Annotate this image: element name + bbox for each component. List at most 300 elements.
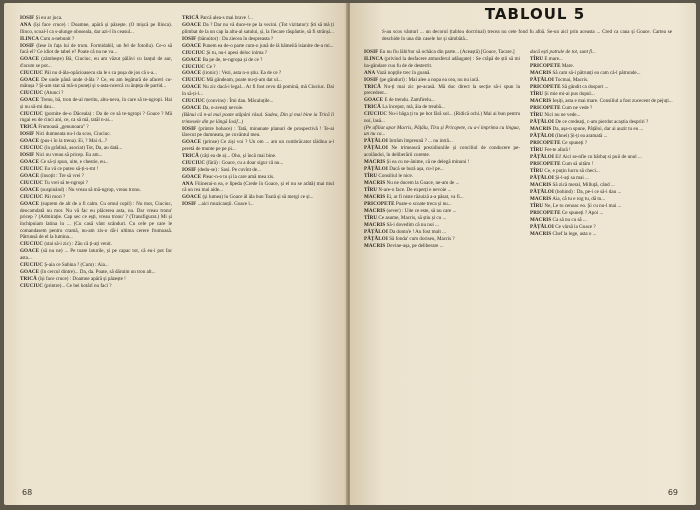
- speaker-name: GOACE: [20, 248, 40, 255]
- speaker-name: GOACE: [20, 173, 40, 180]
- speaker-name: CIUCIUC: [182, 49, 206, 56]
- dialogue-text: (în cercul dintre)... Da, da. Poate, să dăruim un tron alt...: [40, 268, 156, 275]
- dialogue-line: [364, 159, 520, 166]
- dialogue-text: (își face cruce) : Doamne apără și păzește !: [38, 275, 126, 282]
- dialogue-text: N-are-o face. De experți e nevoie ...: [378, 186, 452, 193]
- left-column-2: [182, 15, 334, 208]
- dialogue-line: [530, 196, 684, 203]
- dialogue-text: Tocmai, Macris.: [555, 76, 589, 83]
- dialogue-line: [530, 112, 684, 119]
- dialogue-text: (zâmbește) Bă, Ciuciuc, eu am văzut pălăvi cu lanțul de aur, d'acum se pot...: [20, 56, 172, 69]
- dialogue-line: [364, 187, 520, 194]
- dialogue-line: [530, 147, 684, 154]
- dialogue-line: [364, 97, 520, 104]
- speaker-name: TÎRU: [530, 202, 544, 209]
- speaker-name: GOACE: [20, 201, 40, 208]
- dialogue-line: [364, 215, 520, 222]
- dialogue-line: [182, 153, 334, 160]
- dialogue-text: Poate-o scoate treca și nu...: [395, 200, 452, 207]
- speaker-name: IOSIF: [182, 166, 197, 173]
- dialogue-line: [530, 119, 684, 126]
- dialogue-text: Fet-te afară !: [544, 146, 571, 153]
- speaker-name: PĂȚĂLOI: [530, 188, 554, 195]
- dialogue-line: [20, 166, 172, 173]
- speaker-name: PĂȚĂLOI: [530, 76, 554, 83]
- dialogue-line: [530, 154, 684, 161]
- dialogue-text: Nici nu vreau să pricep. Eu am...: [35, 152, 103, 159]
- dialogue-line: [530, 217, 684, 224]
- dialogue-text: (sever) : Uite ce este, să nu care ...: [386, 207, 457, 214]
- speaker-name: PRICOPETE: [530, 62, 561, 69]
- dialogue-line: [182, 70, 334, 77]
- dialogue-text: Să fonda' cum doriseu, Macris ?: [389, 235, 455, 242]
- speaker-name: GOACE: [182, 70, 202, 77]
- speaker-name: ILINCA: [20, 35, 39, 42]
- dialogue-text: Cum să uităm !: [561, 160, 594, 167]
- speaker-name: GOACE: [20, 268, 40, 275]
- speaker-name: CIUCIUC: [182, 63, 206, 70]
- dialogue-line: [20, 124, 172, 131]
- speaker-name: PĂȚĂLOI: [530, 153, 554, 160]
- dialogue-line: [20, 241, 172, 248]
- dialogue-line: [182, 139, 334, 152]
- dialogue-text: Aia, că tu e rog tu, dă tu...: [552, 195, 606, 202]
- speaker-name: GOACE: [20, 138, 40, 145]
- left-column-1: [20, 15, 172, 290]
- dialogue-line: [182, 194, 334, 201]
- dialogue-line: [530, 175, 684, 182]
- speaker-name: MACRIS: [530, 181, 552, 188]
- dialogue-text: Să cam să-i pătrunți ea cam câ-l pătrunde...: [552, 69, 641, 76]
- dialogue-text: (stai să-i zic) : Zău că ți-ați venit.: [44, 241, 112, 248]
- speaker-name: PĂȚĂLOI: [530, 132, 554, 139]
- dialogue-text: Devine-așa, pe deliberare ...: [386, 242, 444, 249]
- speaker-name: PĂȚĂLOI: [364, 145, 388, 152]
- speaker-name: PRICOPETE: [364, 200, 395, 207]
- dialogue-text: Și eu ar juca.: [35, 15, 63, 21]
- dialogue-text: (Iese în fața lui de trom. Formidabil, un fel de fotoliu). Ce-o să facă el? Ce idiot de tabel e? Poate că nu ne va...: [20, 42, 172, 56]
- speaker-name: TÎRU: [530, 111, 544, 118]
- speaker-name: TÎRU: [530, 167, 544, 174]
- dialogue-line: [364, 173, 520, 180]
- dialogue-line: [364, 194, 520, 201]
- dialogue-text: Ieșiți, asta e mai mare. Consiliul a fost zucecent de pejuți...: [552, 97, 673, 104]
- dialogue-line: [20, 15, 172, 22]
- speaker-name: CIUCIUC: [182, 98, 206, 105]
- speaker-name: TRICĂ: [20, 124, 37, 131]
- dialogue-line: [530, 182, 684, 189]
- dialogue-line: [20, 36, 172, 43]
- dialogue-text: (își face cruce) : Doamne, apără și păzește. (O mișcă pe Ilinca). Ilinco, scoal-l ca s-alunge oboseala, dar azi-l în ceasul...: [20, 21, 172, 35]
- dialogue-line: [364, 77, 520, 84]
- dialogue-text: (prinse) Ce ziși voi ? Un om ... am un cumbrăcator tăidina a-i peretă de munte pe pe pi...: [182, 139, 334, 152]
- dialogue-text: De unde până unde d-ăla ? Ce, eu am legătură de afaceri cu-mătușa ? Și-am stat să mă-n puneți și s-asta-ncercă cu ănțeța de partid...: [20, 76, 172, 90]
- speaker-name: CIUCIUC: [182, 159, 206, 166]
- dialogue-line: [20, 180, 172, 187]
- dialogue-text: Dacă se bură așa, cu-l pe...: [389, 165, 444, 172]
- dialogue-line: [20, 77, 172, 90]
- dialogue-line: [20, 173, 172, 180]
- dialogue-line: [20, 159, 172, 166]
- dialogue-line: [20, 248, 172, 261]
- dialogue-line: [20, 269, 172, 276]
- speaker-name: GOACE: [182, 42, 202, 49]
- dialogue-text: Ca să nu cu să ...: [552, 216, 587, 223]
- dialogue-text: (privind la desfacere atmosferul adăugate) : Se crăpă de știi să mi ba-gândare cuu fu de de desterrit.: [364, 55, 520, 69]
- dialogue-text: Intrăm împreună ? ... nu intră...: [389, 138, 453, 145]
- speaker-name: GOACE: [182, 21, 202, 28]
- dialogue-line: [364, 70, 520, 77]
- dialogue-text: Chef la lege, asta o ...: [552, 230, 597, 237]
- dialogue-line: [182, 126, 334, 139]
- dialogue-line: [364, 208, 520, 215]
- speaker-name: TÎRU: [530, 55, 544, 62]
- speaker-name: TÎRU: [364, 172, 378, 179]
- dialogue-line: [20, 131, 172, 138]
- dialogue-line: [182, 36, 334, 43]
- dialogue-text: dacă ești patrule de tot, sunt fi...: [530, 49, 596, 55]
- speaker-name: CIUCIUC: [20, 282, 44, 289]
- dialogue-text: Și-l-ați sa mai ...: [555, 174, 589, 181]
- dialogue-line: [20, 152, 172, 159]
- speaker-name: MACRIS: [530, 216, 552, 223]
- dialogue-text: Cum ne vede ?: [561, 104, 593, 111]
- dialogue-text: Da ? Dar nu vă duce-te pe la vecini. (Tot vizitator): Ști să mă ți plimbat de la un cap la altu-al satului, și, la fiecare răspântie, să fi strânși...: [182, 21, 334, 35]
- speaker-name: GOACE: [182, 194, 202, 201]
- speaker-name: ANA: [20, 21, 32, 28]
- speaker-name: PĂȚĂLOI: [530, 223, 554, 230]
- speaker-name: CIUCIUC: [20, 194, 44, 201]
- dialogue-text: (Atunci ?: [44, 90, 64, 97]
- dialogue-text: (pornite de-o Dăceala) : Da de ce să te-ngropi ? Goace ? Mă rugai eu de cinci ani, ce, ca să mă, tatăl n-ai...: [20, 110, 172, 124]
- dialogue-text: (Bănui că n-ai mai poate stăpâni râsul. Sadea, Din și mai bine ia Trică îi trimesele din pe lângă Iosif...): [182, 112, 334, 125]
- dialogue-text: Și tu, nu-i apesi deloc inima ?: [206, 49, 268, 56]
- speaker-name: MACRIS: [364, 158, 386, 165]
- dialogue-line: [364, 243, 520, 250]
- dialogue-line: [20, 283, 172, 290]
- speaker-name: TRICĂ: [364, 104, 381, 111]
- speaker-name: IOSIF: [364, 49, 379, 55]
- speaker-name: GOACE: [182, 56, 202, 63]
- dialogue-text: (dedu-se) : Sasi. Pe cuvînt de...: [197, 166, 261, 173]
- speaker-name: GOACE: [20, 97, 40, 104]
- dialogue-line: [182, 43, 334, 50]
- speaker-name: PRICOPETE: [530, 160, 561, 167]
- speaker-name: PRICOPETE: [530, 209, 561, 216]
- dialogue-text: Frumoasă „genunoara" ?: [38, 124, 89, 131]
- dialogue-text: Păi mori ?: [44, 194, 66, 201]
- dialogue-line: [182, 22, 334, 35]
- speaker-name: MACRIS: [530, 69, 552, 76]
- dialogue-text: Să gândit ca dosport ...: [561, 83, 609, 90]
- dialogue-text: (convins) : Îmi dau. Mâcaluțile...: [206, 98, 274, 105]
- dialogue-text: (fără) : Goace, cu a doar sigur că nu...: [206, 159, 284, 166]
- dialogue-line: [530, 161, 684, 168]
- dialogue-text: (căți ea de a)... Oho, și încă mai bine.: [200, 152, 277, 159]
- dialogue-line: [182, 167, 334, 174]
- dialogue-text: (pus-i în la trena). Ei, ? Mai d...?: [40, 138, 107, 145]
- speaker-name: TÎRU: [364, 186, 378, 193]
- dialogue-line: [530, 56, 684, 63]
- dialogue-text: Ne, Le tu cenoac eo. Și cu nu-l mai ...: [544, 202, 622, 209]
- dialogue-text: ...aici muzicanții. Goace l...: [197, 201, 254, 208]
- dialogue-line: [20, 194, 172, 201]
- speaker-name: ANA: [182, 180, 194, 187]
- dialogue-text: (Ihnei) Și-ți ea aramată ...: [555, 132, 608, 139]
- dialogue-text: (în grădină, asociat) Tot, Da, au dată...: [44, 145, 123, 152]
- speaker-name: TRICĂ: [20, 275, 37, 282]
- dialogue-text: La început, mă, ăia de treabă...: [382, 104, 445, 111]
- dialogue-line: [182, 57, 334, 64]
- dialogue-text: (suspinând) : Nu vreau să mă-ngrop, vreau tronu.: [40, 187, 141, 194]
- dialogue-line: [20, 43, 172, 56]
- dialogue-text: Da, n-aveați nevoie.: [202, 105, 244, 112]
- speaker-name: GOACE: [364, 97, 384, 104]
- dialogue-text: Trenu, bă, tron de-al meritu, altu-neva, în care să te-ngropi. Hai și nu să-mi dau...: [20, 97, 173, 110]
- speaker-name: TÎRU: [364, 214, 378, 221]
- dialogue-text: Ce, e puțin lucru să checi...: [544, 167, 600, 174]
- speaker-name: IOSIF: [182, 35, 197, 42]
- dialogue-line: [182, 174, 334, 181]
- dialogue-line: [530, 133, 684, 140]
- speaker-name: GOACE: [20, 56, 40, 63]
- speaker-name: MACRIS: [530, 230, 552, 237]
- dialogue-text: Ce spuneți ?: [561, 139, 588, 146]
- dialogue-line: [20, 90, 172, 97]
- dialogue-text: (să nu ne) ... Pe toate laturile, și pe capac tot, că eu-i pot fac asta...: [20, 248, 172, 261]
- speaker-name: MACRIS: [530, 195, 552, 202]
- dialogue-line: [530, 210, 684, 217]
- dialogue-line: [364, 49, 520, 56]
- speaker-name: TRICĂ: [364, 83, 381, 90]
- dialogue-text: Și ea cu ne-ănime, că ne delegă minuni !: [386, 158, 470, 165]
- speaker-name: GOACE: [20, 159, 40, 166]
- speaker-name: TRICĂ: [182, 152, 199, 159]
- dialogue-text: (suprem de alt de a fi calm. Cu omul copil) : Nu mor, Ciuciuc, deocamdată nu mor. Nu vă fac eu plăcerea asta, nu. Dar vreau tronu' pricep ? (Admirație. Cap sec ce eșți, vreau tronu' ? (Transfigurat.) Mi și închipuiam latina lu ... (Cu casă vânt scânduri. Cu cele pe care le comandasem pentru cramă, nu-am zis-o dă-i ultima cerere frumoasă. Pătrunsă de el la lumina...: [20, 201, 172, 241]
- dialogue-text: Fiiinerai-n ea, e lipeda (Crede în Goace, și el nu se arătă) mai mul că un rea mai aide...: [182, 180, 334, 194]
- dialogue-text: Da, așa-n spune, Pățăloi, dar ai auzit tu eu ...: [552, 125, 644, 132]
- dialogue-line: [364, 111, 520, 124]
- speaker-name: PĂȚĂLOI: [364, 138, 388, 145]
- dialogue-line: [530, 70, 684, 77]
- dialogue-text: (bănuitor) : Da ziecea în despreasta ?: [197, 35, 274, 42]
- page-number-left: 68: [22, 488, 33, 497]
- dialogue-text: Și mie mi-ai pus dopul...: [544, 90, 595, 97]
- right-page: [350, 3, 696, 505]
- dialogue-line: [530, 49, 684, 56]
- dialogue-line: [364, 236, 520, 243]
- dialogue-text: Mare.: [561, 62, 574, 69]
- speaker-name: GOACE: [182, 84, 202, 91]
- dialogue-line: [364, 229, 520, 236]
- speaker-name: ILINCA: [364, 55, 383, 62]
- dialogue-line: [20, 276, 172, 283]
- dialogue-line: [20, 70, 172, 77]
- speaker-name: CIUCIUC: [20, 90, 44, 97]
- dialogue-text: Tu vrei să te-ngropi ?: [44, 180, 88, 187]
- speaker-name: CIUCIUC: [20, 261, 44, 268]
- right-column-2: [530, 49, 684, 238]
- dialogue-line: [530, 105, 684, 112]
- dialogue-text: Nu-ți mai zic pe-acasă. Mă duc direct la secție să-i spun la precedent...: [364, 83, 520, 97]
- dialogue-line: [20, 138, 172, 145]
- dialogue-text: Nu-i bâga ți tu pe bot fără sol... (Ridică ochi.) Mai ai bun pentru noi, lasă...: [364, 111, 520, 124]
- dialogue-line: [530, 98, 684, 105]
- speaker-name: CIUCIUC: [364, 111, 388, 118]
- speaker-name: GOACE: [182, 173, 202, 180]
- dialogue-text: Nu zic dacă-i legal... Ar fi fost cevu dă pomină, mă Ciuciuc. Dai în să-ți-l...: [182, 84, 334, 98]
- speaker-name: GOACE: [182, 105, 202, 112]
- speaker-name: CIUCIUC: [20, 145, 44, 152]
- dialogue-text: (printre)... Ce bei hotărî nu faci ?: [44, 282, 112, 289]
- dialogue-text: Da domn'e ! Au fost mult ...: [389, 228, 447, 235]
- dialogue-line: [182, 15, 334, 22]
- speaker-name: ANA: [364, 69, 376, 76]
- dialogue-text: (și lumea) lu Goace ăl ăla bun Toată și să mergi ce și...: [202, 194, 314, 201]
- dialogue-line: [364, 201, 520, 208]
- speaker-name: IOSIF: [20, 15, 35, 21]
- dialogue-text: Să-i dovedim că nu noi ...: [386, 221, 439, 228]
- speaker-name: IOSIF: [182, 125, 197, 132]
- speaker-name: MACRIS: [364, 207, 386, 214]
- dialogue-line: [530, 140, 684, 147]
- speaker-name: CIUCIUC: [20, 180, 44, 187]
- dialogue-text: (ironic) : Vezi, asta n-o știu. Ea de ce ?: [202, 70, 282, 77]
- dialogue-line: [364, 222, 520, 229]
- dialogue-text: Ba pe de, te-ngropa și de ce ?: [202, 56, 263, 63]
- dialogue-text: Ne trimească prezidiuniile și conciliul de conducere pe-acolăndoi, în deliberării curente.: [364, 145, 520, 158]
- speaker-name: TRICĂ: [182, 15, 199, 21]
- dialogue-text: Păi nu d-ăla-opăcioasecu sla le s ca pușa de jos că s-a...: [44, 69, 157, 76]
- speaker-name: GOACE: [20, 187, 40, 194]
- dialogue-text: (bohind) : Da, pe-i ce să-i dau ...: [555, 188, 622, 195]
- dialogue-text: Pleac-n-o tu și la care amă mea zis.: [202, 173, 275, 180]
- dialogue-text: Ce spuneți ? Apoi ...: [561, 209, 604, 216]
- speaker-name: IOSIF: [182, 201, 197, 208]
- dialogue-line: [364, 166, 520, 173]
- dialogue-text: Nici nu ne vede...: [544, 111, 581, 118]
- speaker-name: IOSIF: [20, 42, 35, 49]
- dialogue-line: [182, 50, 334, 57]
- dialogue-line: [20, 97, 172, 110]
- dialogue-line: [364, 84, 520, 97]
- dialogue-line: [364, 180, 520, 187]
- dialogue-line: [364, 56, 520, 69]
- dialogue-text: De ce credeați, c-am pierdut acaștia despriri ?: [555, 118, 649, 125]
- speaker-name: PRICOPETE: [530, 139, 561, 146]
- dialogue-line: [182, 181, 334, 194]
- dialogue-text: Ce ?: [206, 63, 216, 70]
- dialogue-text: E de trendu. Zamfirelu...: [384, 97, 435, 104]
- dialogue-line: [20, 145, 172, 152]
- dialogue-line: [364, 104, 520, 111]
- left-page: [4, 3, 348, 505]
- dialogue-text: Eu nu fiu lăbi!tor să ochăca din parte... (Aceaștă) [Goace, Tacare.]: [379, 49, 515, 55]
- dialogue-text: Ș-aia ce Sabina ? (Cum) : Aia...: [44, 261, 109, 268]
- dialogue-line: [530, 168, 684, 175]
- dialogue-text: Consiliul le nice.: [378, 172, 414, 179]
- right-column-1: [364, 49, 520, 250]
- dialogue-text: Eu vă ce puteo să-ți-s-mt !: [44, 166, 99, 173]
- dialogue-line: [530, 224, 684, 231]
- dialogue-line: [182, 112, 334, 125]
- dialogue-line: [530, 231, 684, 238]
- speaker-name: CIUCIUC: [20, 166, 44, 173]
- dialogue-text: (însoțit : Tre să vrei ?: [40, 173, 84, 180]
- speaker-name: PĂȚĂLOI: [530, 174, 554, 181]
- dialogue-text: Punem ea de-o parte cum-o jună de lâ hâmeiiâ isianite de-a mi...: [202, 42, 334, 49]
- page-number-right: 69: [667, 488, 678, 497]
- dialogue-line: [182, 105, 334, 112]
- stage-directions: S-au scos vânturi ... un decorul (tablou doctrinal) trecea nu cete fond fu albă. Se-un aici prin aceasta ... Cred ca cana și Goace. Cartea se deschide în una din casele lor și sâmbătă...: [382, 29, 672, 42]
- dialogue-line: [364, 145, 520, 158]
- dialogue-text: Nici dumneata nu-l da scos, Ciuciuc.: [35, 131, 111, 138]
- dialogue-text: Cum a-nebunit ?: [40, 35, 75, 42]
- dialogue-line: [364, 125, 520, 138]
- speaker-name: MACRIS: [364, 242, 386, 249]
- speaker-name: PĂȚĂLOI: [364, 165, 388, 172]
- speaker-name: IOSIF: [20, 131, 35, 138]
- speaker-name: MACRIS: [530, 97, 552, 104]
- dialogue-text: Parcă alea-s mai brave !...: [200, 15, 253, 21]
- speaker-name: GOACE: [182, 139, 202, 146]
- dialogue-text: Ce vârsă la Goace ?: [555, 223, 596, 230]
- speaker-name: IOSIF: [364, 76, 379, 83]
- dialogue-line: [530, 63, 684, 70]
- dialogue-text: (Pe afiliat apar Macris, Pățălu, Tîru și Pricopete, cu a-i imprima cu lingua, un nu ca...: [364, 124, 520, 138]
- speaker-name: PĂȚĂLOI: [364, 235, 388, 242]
- dialogue-text: Vază nopțile trec în goană.: [376, 69, 431, 76]
- speaker-name: IOSIF: [20, 152, 35, 159]
- speaker-name: CIUCIUC: [20, 241, 44, 248]
- dialogue-line: [20, 22, 172, 35]
- dialogue-text: Ei, ar fi niste răzuiză a-a păsat, va fi...: [386, 193, 464, 200]
- dialogue-text: Ei! Aici se-nfie cu bărbaț si puii de unul ...: [555, 153, 642, 160]
- dialogue-line: [182, 160, 334, 167]
- dialogue-text: Să zică meral, Milluță, când ...: [552, 181, 615, 188]
- dialogue-line: [530, 203, 684, 210]
- dialogue-line: [530, 84, 684, 91]
- dialogue-line: [20, 187, 172, 194]
- dialogue-line: [530, 91, 684, 98]
- speaker-name: CIUCIUC: [20, 69, 44, 76]
- dialogue-line: [530, 189, 684, 196]
- speaker-name: PĂȚĂLOI: [530, 118, 554, 125]
- speaker-name: MACRIS: [364, 179, 386, 186]
- speaker-name: TÎRU: [530, 90, 544, 97]
- dialogue-line: [182, 201, 334, 208]
- speaker-name: CIUCIUC: [20, 110, 44, 117]
- dialogue-line: [364, 138, 520, 145]
- scene-title: TABLOUL 5: [484, 5, 586, 23]
- dialogue-text: Ce asume, Macris, să știu și cu ...: [378, 214, 447, 221]
- dialogue-line: [530, 126, 684, 133]
- speaker-name: MACRIS: [364, 221, 386, 228]
- speaker-name: TÎRU: [530, 146, 544, 153]
- dialogue-line: [20, 262, 172, 269]
- dialogue-line: [182, 84, 334, 97]
- dialogue-line: [20, 56, 172, 69]
- speaker-name: PRICOPETE: [530, 104, 561, 111]
- speaker-name: MACRIS: [364, 193, 386, 200]
- speaker-name: CIUCIUC: [182, 77, 206, 84]
- dialogue-line: [20, 201, 172, 241]
- dialogue-text: (pe gânduri) : Mai alee a nopa ea cea, nu nu iacă.: [379, 76, 480, 83]
- dialogue-text: (printre bohace) : Tată, minunate planuri de prospectivă ! Te-ai lărecut pe dumneata, pe cuvântul meu.: [182, 125, 334, 139]
- dialogue-line: [182, 98, 334, 105]
- dialogue-line: [20, 111, 172, 124]
- speaker-name: PĂȚĂLOI: [364, 228, 388, 235]
